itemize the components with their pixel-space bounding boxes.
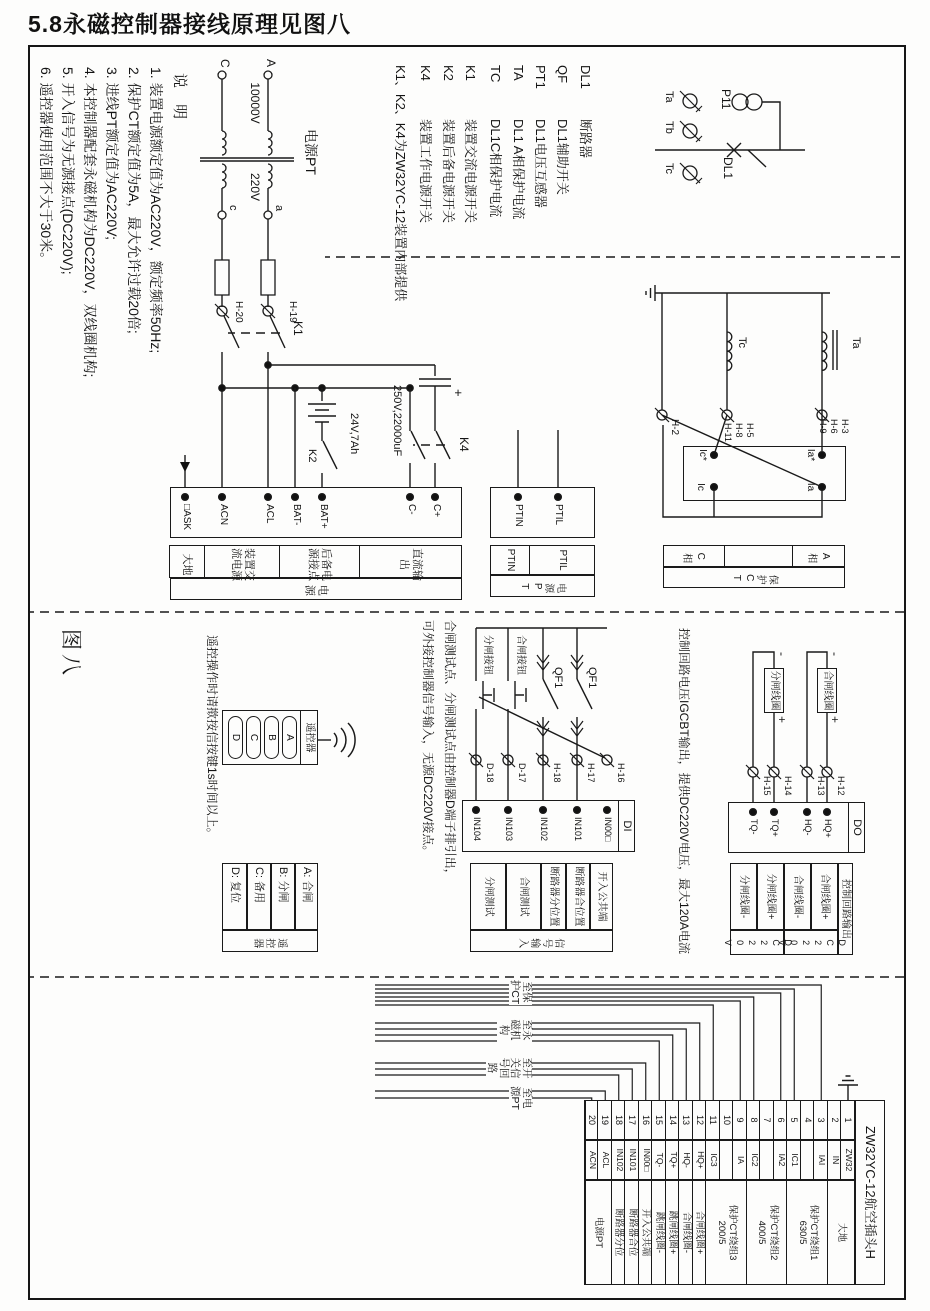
connector-name bbox=[720, 1140, 734, 1180]
transformer-name: 电源PT bbox=[303, 129, 319, 175]
dest-label: 至开关信号回路 bbox=[486, 1055, 532, 1081]
wire bbox=[308, 404, 336, 422]
ct-tc-label: Tc bbox=[663, 163, 675, 174]
connector-num: 13 bbox=[681, 1114, 692, 1125]
figure-label: 图八 bbox=[59, 629, 82, 679]
wire bbox=[833, 330, 837, 370]
connector-group-text: 跳闸线圈+ bbox=[667, 1210, 679, 1255]
connector-name: HQ+ bbox=[695, 1151, 706, 1169]
legend-key: PT1 bbox=[533, 65, 548, 89]
ct-cell-a-label: A相 bbox=[806, 550, 831, 562]
remote-legend-label: C: 备用 bbox=[253, 867, 266, 904]
connector-group-text: 开入公共端 bbox=[640, 1208, 652, 1257]
connector-name: IAI bbox=[817, 1154, 828, 1166]
di-terminal-label: IN103 bbox=[504, 817, 514, 842]
legend-desc: 装置工作电源开关 bbox=[418, 119, 433, 224]
notes-line: 3. 进线PT额定值为AC220V; bbox=[104, 67, 120, 240]
do-table-label: 分闸线圈- bbox=[738, 874, 750, 919]
k2-label: K2 bbox=[306, 449, 318, 463]
connector-num: 14 bbox=[667, 1114, 678, 1125]
ct-coil-a-label: Ta bbox=[850, 337, 862, 349]
coil-close-label: 合闸线圈 bbox=[821, 670, 833, 711]
lv-a-label: a bbox=[273, 205, 285, 212]
do-voltage-1-label: DC220V bbox=[775, 937, 847, 948]
block1-cell-label: 后备电源接点 bbox=[307, 548, 333, 581]
pt-footer-label: 电源PT bbox=[517, 580, 568, 592]
do-terminal-label: HQ+ bbox=[823, 819, 833, 838]
connector-name: IN101 bbox=[628, 1148, 639, 1172]
wire bbox=[261, 260, 275, 295]
remote-legend-footer-label: 遥控器 bbox=[252, 935, 288, 947]
primary-voltage: 10000V bbox=[247, 82, 262, 124]
block1-terminal-label: BAT+ bbox=[318, 504, 329, 529]
legend-desc: DL1电压互感器 bbox=[533, 119, 548, 208]
fuse-screw-h19: H-19 bbox=[287, 301, 298, 323]
do-screw-label: H-13 bbox=[816, 776, 826, 796]
wire bbox=[479, 697, 605, 758]
k4-label: K4 bbox=[457, 437, 471, 452]
screw-h8: H-8 bbox=[734, 423, 744, 438]
connector-num: 9 bbox=[735, 1117, 746, 1123]
di-screw-label: H-18 bbox=[552, 763, 562, 783]
di-screw-label: D-18 bbox=[485, 763, 495, 783]
connector-name: ACL bbox=[601, 1151, 612, 1169]
screw-h2: H-2 bbox=[669, 419, 680, 436]
connector-group-text: 电源PT bbox=[593, 1216, 605, 1249]
block1-cell-label: 直流输出 bbox=[398, 548, 424, 581]
connector-num: 7 bbox=[762, 1117, 773, 1123]
ct-footer-label: 保护CT bbox=[729, 572, 779, 584]
legend-key: TC bbox=[488, 65, 503, 83]
di-strip-label: DI bbox=[620, 820, 633, 832]
capacitor-label: 250V,22000uF bbox=[391, 385, 403, 457]
hv-terminal-a bbox=[264, 71, 272, 79]
coil-trip-minus: - bbox=[775, 652, 789, 656]
remote-button-0: A bbox=[282, 716, 297, 759]
connector-group-text: 合闸线圈- bbox=[681, 1211, 692, 1254]
connector-name: ZW32 bbox=[844, 1148, 855, 1172]
ct-coil-c-label: Tc bbox=[736, 337, 748, 348]
wire bbox=[222, 164, 226, 188]
legend-desc: DL1 A相保护电流 bbox=[511, 119, 526, 220]
do-screw-label: H-15 bbox=[762, 776, 772, 796]
di-table-label: 合闸测试 bbox=[518, 876, 530, 917]
dest-label: 至电源PT bbox=[509, 1086, 533, 1110]
remote-legend-label: D: 复位 bbox=[229, 867, 241, 904]
pt-term-ptin: PTIN bbox=[513, 504, 524, 527]
notes-line: 1. 装置电源额定值为AC220V，额定频率50Hz; bbox=[148, 67, 164, 354]
di-table-footer-label: 信号输入 bbox=[517, 935, 566, 947]
wire bbox=[323, 441, 337, 469]
connector-group-text: 跳闸线圈- bbox=[654, 1211, 665, 1254]
legend-desc: DL1辅助开关 bbox=[555, 119, 570, 195]
connector-num: 10 bbox=[721, 1114, 732, 1125]
wire bbox=[375, 1098, 592, 1100]
do-table-label: 分闸线圈+ bbox=[765, 873, 777, 920]
ct-term-ic-star: Ic* bbox=[696, 449, 708, 461]
connector-num: 17 bbox=[627, 1114, 638, 1125]
connector-group-text: 断路器合位 bbox=[627, 1208, 638, 1257]
di-table-label: 断路器分位置 bbox=[548, 866, 560, 927]
di-note-line2: 可外接控制器信号输入，无源DC220V接点。 bbox=[421, 620, 435, 858]
do-table-header-label: 控制回路输出 bbox=[840, 879, 852, 939]
block1-terminal-label: □ASK bbox=[181, 504, 192, 531]
di-terminal-label: IN104 bbox=[472, 817, 482, 842]
wire bbox=[696, 136, 702, 142]
connector-name bbox=[801, 1140, 815, 1180]
pt-cell-ptin-label: PTIN bbox=[504, 548, 516, 572]
terminal-dot bbox=[219, 385, 225, 391]
wire bbox=[762, 102, 780, 150]
connector-num: 19 bbox=[600, 1114, 611, 1125]
connector-group-text: 合闸线圈+ bbox=[694, 1210, 706, 1255]
fuse-screw-h20: H-20 bbox=[233, 301, 244, 323]
connector-group-label bbox=[693, 1180, 707, 1285]
screw-h11: H-11 bbox=[723, 423, 733, 442]
connector-name: IN bbox=[830, 1155, 841, 1165]
do-terminal-label: HQ- bbox=[803, 819, 813, 836]
hv-c-label: C bbox=[218, 59, 232, 68]
connector-group-label bbox=[612, 1180, 626, 1285]
lv-terminal-a bbox=[264, 211, 272, 219]
connector-name: IA bbox=[736, 1155, 747, 1165]
pt-cell-ptil-label: PTIL bbox=[556, 549, 568, 571]
legend-key: K2 bbox=[441, 65, 456, 81]
connector-group-label bbox=[680, 1180, 694, 1285]
lv-terminal-c bbox=[218, 211, 226, 219]
remote-button-1: B bbox=[264, 716, 279, 759]
connector-num: 12 bbox=[694, 1114, 705, 1125]
wire bbox=[375, 1005, 713, 1100]
legend-desc: 断路器 bbox=[578, 119, 593, 159]
block1-cell-label: 装置交流电源 bbox=[230, 548, 255, 581]
connector-name: HQ- bbox=[682, 1152, 693, 1168]
connector-num: 2 bbox=[829, 1117, 840, 1123]
di-button2-label: 合闸接钮 bbox=[515, 635, 526, 675]
connector-num: 20 bbox=[586, 1114, 597, 1125]
connector-num: 8 bbox=[748, 1117, 759, 1123]
wire bbox=[515, 688, 526, 702]
do-screw-label: H-12 bbox=[836, 776, 846, 796]
connector-group-text: 保护CT绕组3 bbox=[727, 1204, 739, 1261]
block1-terminal-label: C+ bbox=[431, 504, 442, 518]
connector-num: 18 bbox=[613, 1114, 624, 1125]
wire bbox=[696, 178, 702, 184]
wire bbox=[646, 285, 655, 301]
pt-term-ptil: PTIL bbox=[553, 504, 564, 526]
legend-key: K4 bbox=[418, 65, 433, 81]
do-table-label: 合闸线圈- bbox=[792, 874, 804, 919]
block1-terminal-label: C- bbox=[406, 504, 417, 515]
connector-group-text: 保护CT绕组2 bbox=[767, 1204, 779, 1261]
di-note-line1: 合闸测试点、分闸测试点由控制器D端子排引出， bbox=[443, 620, 457, 881]
wire bbox=[748, 150, 766, 167]
wire bbox=[838, 1076, 858, 1085]
legend-desc: 装置后备电源开关 bbox=[441, 119, 456, 224]
connector-group-ratio: 400/5 bbox=[756, 1220, 768, 1245]
screw-h3: H-3 bbox=[840, 419, 850, 434]
ct-table-cell-blank bbox=[724, 545, 793, 567]
di-table-label: 分闸测试 bbox=[482, 876, 494, 917]
do-terminal-label: TQ+ bbox=[770, 819, 780, 837]
terminal-dot bbox=[265, 362, 271, 368]
do-strip-label: DO bbox=[850, 819, 863, 836]
wire bbox=[268, 164, 272, 188]
legend-key: QF bbox=[555, 65, 570, 84]
di-terminal-label: IN102 bbox=[539, 817, 549, 842]
block1-terminal-label: ACN bbox=[218, 504, 229, 526]
do-note: 控制回路电压IGCBT输出，提供DC220V电压，最大120A电流 bbox=[677, 628, 691, 955]
legend-key: TA bbox=[511, 65, 526, 81]
do-voltage-2-label: DC220V bbox=[721, 937, 793, 948]
connector-group-text: 断路器分位 bbox=[613, 1208, 625, 1257]
di-terminal-label: IN00□ bbox=[603, 817, 613, 842]
remote-note: 遥控操作时请揿按信按键1s时间以上。 bbox=[205, 635, 219, 840]
screw-h9: H-9 bbox=[818, 419, 828, 434]
connector-num: 3 bbox=[816, 1117, 827, 1123]
connector-name: IC1 bbox=[790, 1153, 801, 1167]
ct-tb-label: Tb bbox=[663, 121, 675, 134]
shield-arrow-icon bbox=[180, 462, 190, 472]
legend-key: K1 bbox=[463, 65, 478, 81]
connector-num: 16 bbox=[640, 1114, 651, 1125]
connector-group-label bbox=[639, 1180, 653, 1285]
connector-name: IC3 bbox=[709, 1153, 720, 1167]
dest-label: 至保护CT bbox=[509, 979, 533, 1005]
block1-terminal-label: BAT- bbox=[291, 504, 302, 526]
connector-name: ACN bbox=[587, 1151, 598, 1169]
wire bbox=[375, 997, 754, 1100]
connector-header-label: ZW32YC-12航空插头H bbox=[863, 1126, 879, 1259]
legend-desc: 装置交流电源开关 bbox=[463, 119, 478, 224]
connector-group-label bbox=[666, 1180, 680, 1285]
connector-group-label bbox=[626, 1180, 640, 1285]
wire bbox=[375, 1091, 605, 1100]
di-table-label: 开入公共端 bbox=[596, 871, 608, 922]
di-screw-label: H-17 bbox=[586, 763, 596, 783]
di-terminal-label: IN101 bbox=[573, 817, 583, 842]
connector-group-label bbox=[747, 1180, 788, 1285]
wire bbox=[375, 1001, 740, 1100]
do-table-label: 合闸线圈+ bbox=[819, 873, 831, 920]
connector-num: 11 bbox=[708, 1115, 719, 1125]
k1-label: K1 bbox=[291, 321, 305, 336]
ct-term-ia: Ia bbox=[804, 482, 816, 492]
ct-term-ia-star: Ia* bbox=[804, 448, 816, 462]
wire bbox=[268, 131, 272, 155]
connector-group-label bbox=[653, 1180, 667, 1285]
page-title: 5.8永磁控制器接线原理见图八 bbox=[28, 11, 351, 37]
coil-trip-label: 分闸线圈 bbox=[768, 670, 780, 711]
secondary-voltage: 220V bbox=[247, 172, 262, 202]
ct-cell-c-label: C相 bbox=[681, 550, 707, 562]
notes-line: 4. 本控制器配套永磁机构为DC220V，双线圈机构; bbox=[82, 67, 98, 378]
connector-num: 4 bbox=[802, 1117, 813, 1123]
wire bbox=[727, 332, 732, 370]
landscape-canvas bbox=[28, 45, 906, 1300]
notes-line: 6. 遥控器使用范围不大于30米。 bbox=[38, 67, 54, 267]
connector-name: IA2 bbox=[776, 1153, 787, 1167]
wire bbox=[334, 723, 355, 757]
wire bbox=[215, 260, 229, 295]
p11-label: P11 bbox=[719, 89, 733, 110]
legend-note: K1、K2、K4为ZW32YC-12装置内部提供 bbox=[393, 65, 408, 302]
dest-label: 至永磁机构 bbox=[498, 1017, 533, 1043]
connector-group-label bbox=[707, 1180, 748, 1285]
block1-cell-label: 大地 bbox=[181, 553, 194, 576]
connector-group-label bbox=[585, 1180, 612, 1285]
connector-name: IN00□ bbox=[641, 1148, 652, 1172]
connector-group-text: 大地 bbox=[836, 1222, 848, 1242]
wire bbox=[270, 316, 285, 348]
connector-group-label bbox=[788, 1180, 829, 1285]
coil-close-plus: + bbox=[828, 716, 842, 724]
do-screw-label: H-14 bbox=[783, 776, 793, 796]
wire bbox=[222, 131, 226, 155]
do-terminal-label: TQ- bbox=[749, 819, 759, 835]
lv-c-label: c bbox=[227, 205, 239, 211]
wire bbox=[419, 379, 451, 386]
notes-line: 5. 开入信号为无源接点(DC220V); bbox=[60, 67, 76, 275]
remote-legend-label: A: 合闸 bbox=[301, 867, 313, 903]
connector-name: IN102 bbox=[614, 1148, 625, 1172]
coil-trip-plus: + bbox=[775, 716, 789, 724]
qf1-label-b: QF1 bbox=[586, 667, 598, 689]
legend-key: DL1 bbox=[578, 65, 593, 89]
connector-name: IC2 bbox=[749, 1153, 760, 1167]
connector-group-ratio: 200/5 bbox=[715, 1220, 727, 1245]
di-screw-label: H-16 bbox=[616, 763, 626, 783]
wire bbox=[822, 332, 827, 370]
dl1-label: DL1 bbox=[721, 157, 735, 180]
wire bbox=[375, 989, 794, 1100]
battery-label: 24V,7Ah bbox=[348, 413, 360, 455]
di-button1-label: 分闸接钮 bbox=[482, 635, 493, 675]
connector-group-ratio: 630/5 bbox=[796, 1220, 808, 1245]
hv-terminal-c bbox=[218, 71, 226, 79]
ct-ta-label: Ta bbox=[663, 91, 675, 103]
notes-heading: 说 明 bbox=[171, 73, 188, 126]
block1-footer-label: 电源 bbox=[303, 583, 329, 596]
wire bbox=[375, 993, 781, 1100]
remote-button-2: C bbox=[246, 716, 261, 759]
connector-num: 6 bbox=[775, 1117, 786, 1123]
pt-terminal-block bbox=[490, 487, 595, 538]
connector-group-text: 保护CT绕组1 bbox=[808, 1204, 820, 1261]
hv-a-label: A bbox=[264, 59, 278, 68]
cap-plus: + bbox=[451, 389, 466, 397]
legend-desc: DL1C相保护电流 bbox=[488, 119, 503, 218]
connector-num: 15 bbox=[654, 1114, 665, 1125]
di-screw-label: D-17 bbox=[517, 763, 527, 783]
notes-line: 2. 保护CT额定值为5A，最大允许过载20倍; bbox=[126, 67, 142, 334]
connector-num: 5 bbox=[789, 1117, 800, 1123]
wire bbox=[696, 106, 702, 112]
connector-name: TQ- bbox=[655, 1152, 666, 1168]
ct-term-ic: Ic bbox=[694, 483, 706, 491]
screw-h5: H-5 bbox=[745, 423, 755, 438]
remote-button-3: D bbox=[228, 716, 243, 759]
wire bbox=[518, 430, 558, 487]
remote-legend-label: B: 分闸 bbox=[277, 867, 290, 903]
di-table-label: 断路器合位置 bbox=[572, 866, 584, 927]
qf1-label-a: QF1 bbox=[552, 667, 564, 689]
connector-group-label bbox=[828, 1180, 855, 1285]
block1-terminal-label: ACL bbox=[264, 504, 275, 524]
connector-num: 1 bbox=[843, 1117, 854, 1123]
remote-header-label: 遥控器 bbox=[303, 722, 315, 753]
screw-h6: H-6 bbox=[829, 419, 839, 434]
coil-close-minus: - bbox=[828, 652, 842, 656]
power-terminal-block bbox=[170, 487, 462, 538]
connector-name: TQ+ bbox=[668, 1151, 679, 1169]
connector-name bbox=[761, 1140, 775, 1180]
